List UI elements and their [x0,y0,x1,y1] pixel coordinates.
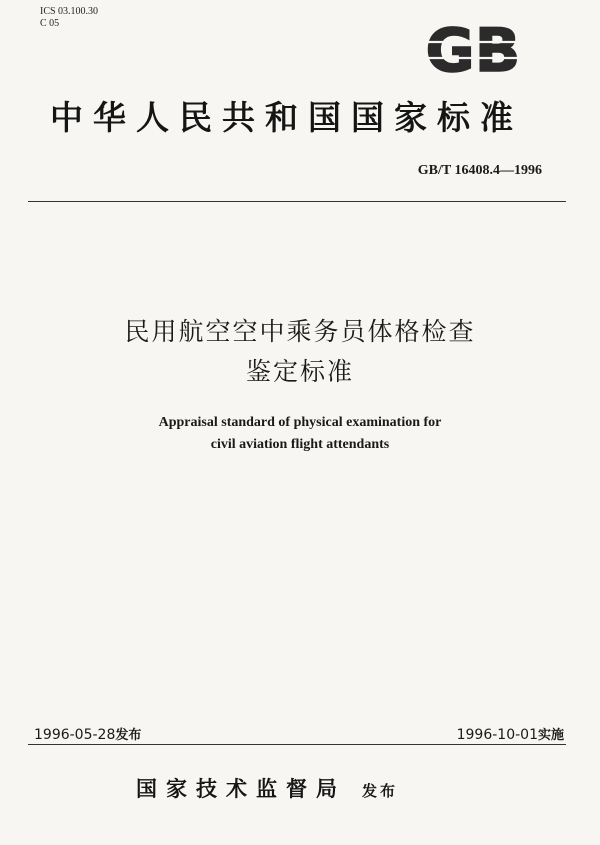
chinese-title-line-2: 鉴定标准 [245,357,354,386]
gb-logo [414,20,532,78]
issuer-action: 发布 [362,782,399,800]
issue-label: 发布 [115,728,142,743]
issuer-block [136,773,398,803]
issue-date: 1996-05-28 [34,727,116,743]
bottom-divider [28,744,566,745]
implementation-date-block [457,724,564,743]
chinese-title-line-1: 民用航空空中乘务员体格检查 [124,317,476,346]
issue-date-block [34,724,141,743]
implementation-date: 1996-10-01 [456,727,538,743]
english-title [0,412,600,456]
top-divider [28,201,566,202]
chinese-title [0,312,600,392]
classification-codes [40,6,98,30]
english-title-line-2: civil aviation flight attendants [210,437,390,452]
standard-number: GB/T 16408.4—1996 [417,163,542,178]
ccs-code: C 05 [40,18,60,29]
gb-logo-text: GB [425,20,521,78]
implementation-label: 实施 [537,728,564,743]
issuer-name: 国家技术监督局 [136,777,346,801]
ics-code: ICS 03.100.30 [40,6,99,17]
english-title-line-1: Appraisal standard of physical examination for [158,415,442,430]
organization-title: 中华人民共和国国家标准 [50,98,523,137]
